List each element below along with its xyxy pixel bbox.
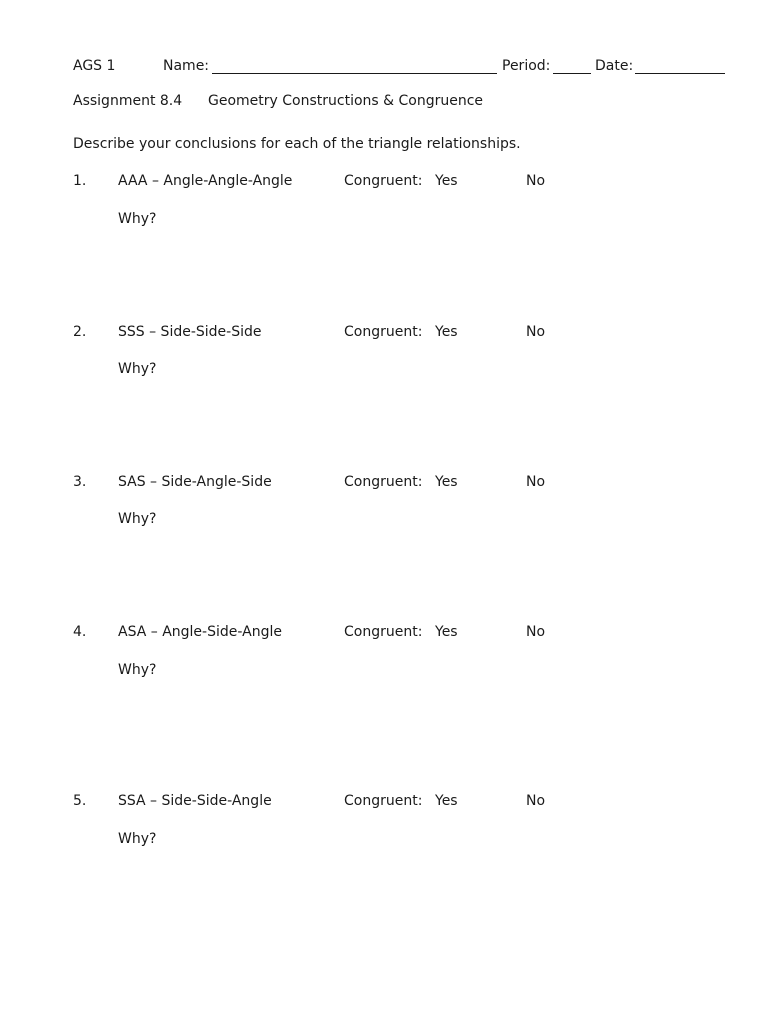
why-prompt: Why? [118,662,157,678]
why-prompt: Why? [118,211,157,227]
item-number: 3. [73,474,87,490]
congruent-label: Congruent: [344,173,423,189]
no-option[interactable]: No [526,324,546,340]
name-label: Name: [163,58,210,74]
congruent-label: Congruent: [344,474,423,490]
item-number: 2. [73,324,87,340]
congruent-label: Congruent: [344,793,423,809]
yes-option[interactable]: Yes [435,624,458,640]
date-label: Date: [595,58,634,74]
course-label: AGS 1 [73,58,116,74]
instructions: Describe your conclusions for each of the triangle relationships. [73,136,521,152]
yes-option[interactable]: Yes [435,324,458,340]
congruent-label: Congruent: [344,324,423,340]
item-number: 4. [73,624,87,640]
item-label: AAA – Angle-Angle-Angle [118,173,293,189]
no-option[interactable]: No [526,173,546,189]
item-number: 1. [73,173,87,189]
assignment-number: Assignment 8.4 [73,93,183,109]
assignment-title: Geometry Constructions & Congruence [208,93,484,109]
yes-option[interactable]: Yes [435,793,458,809]
why-prompt: Why? [118,511,157,527]
why-prompt: Why? [118,361,157,377]
item-label: SAS – Side-Angle-Side [118,474,272,490]
item-label: SSS – Side-Side-Side [118,324,262,340]
why-prompt: Why? [118,831,157,847]
period-label: Period: [502,58,551,74]
item-label: SSA – Side-Side-Angle [118,793,272,809]
item-label: ASA – Angle-Side-Angle [118,624,282,640]
no-option[interactable]: No [526,474,546,490]
date-blank[interactable] [635,73,725,74]
no-option[interactable]: No [526,793,546,809]
period-blank[interactable] [553,73,591,74]
item-number: 5. [73,793,87,809]
yes-option[interactable]: Yes [435,173,458,189]
name-blank[interactable] [212,73,497,74]
no-option[interactable]: No [526,624,546,640]
congruent-label: Congruent: [344,624,423,640]
yes-option[interactable]: Yes [435,474,458,490]
